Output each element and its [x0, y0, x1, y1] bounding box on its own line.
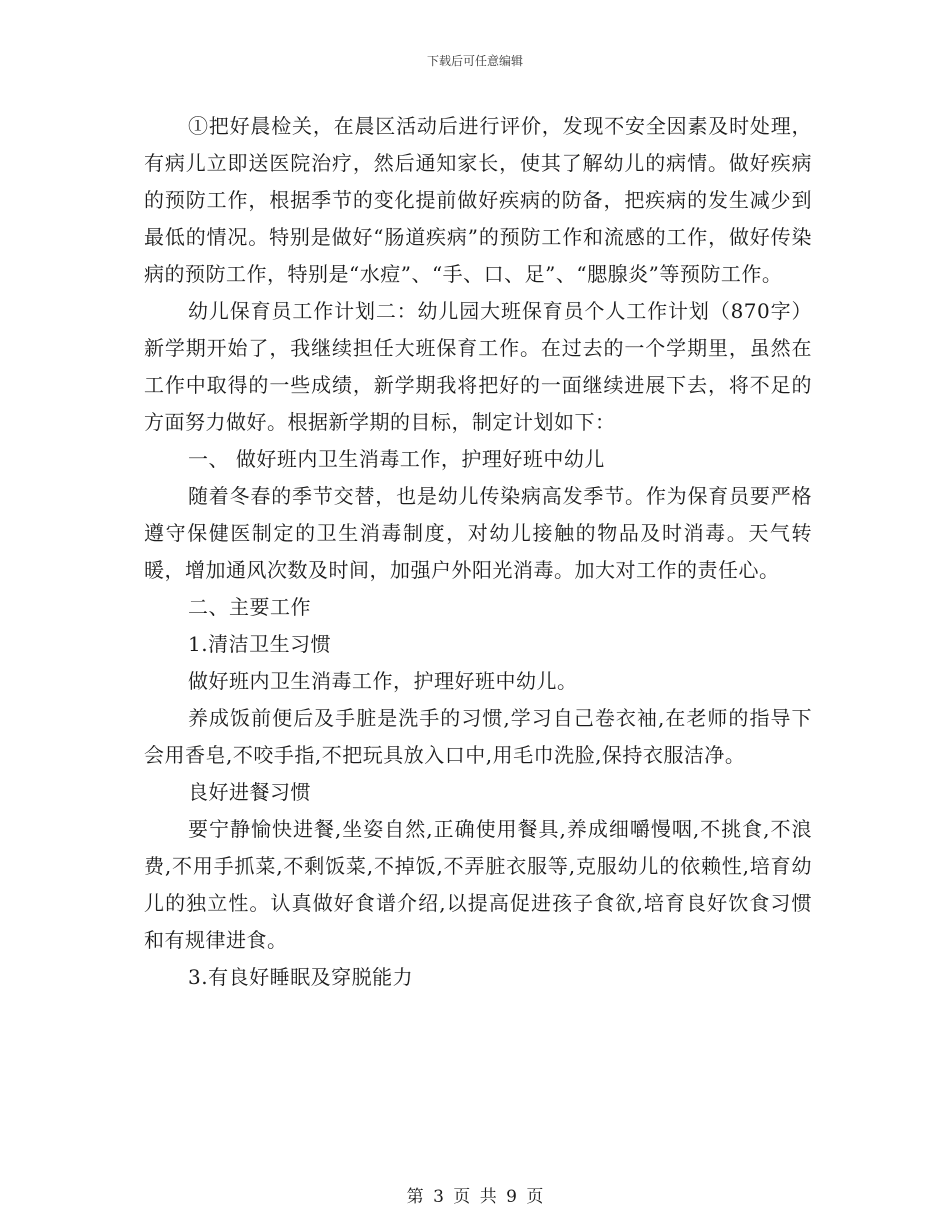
subheading-eating-habits: 良好进餐习惯	[188, 780, 311, 804]
section-heading-two: 二、主要工作	[188, 595, 311, 619]
paragraph-eating: 要宁静愉快进餐,坐姿自然,正确使用餐具,养成细嚼慢咽,不挑食,不浪费,不用手抓菜,不剩饭菜,不掉饭,不弄脏衣服等,克服幼儿的依赖性,培育幼儿的独立性。认真做好食谱介绍,以提高促进孩子食欲,培育良好饮食习惯和有规律进食。	[144, 817, 812, 952]
paragraph-morning-check: ①把好晨检关，在晨区活动后进行评价，发现不安全因素及时处理，有病儿立即送医院治疗，然后通知家长，使其了解幼儿的病情。做好疾病的预防工作，根据季节的变化提前做好疾病的防备，把疾病的发生减少到最低的情况。特别是做好“肠道疾病”的预防工作和流感的工作，做好传染病的预防工作，特别是“水痘”、“手、口、足”、“腮腺炎”等预防工作。	[144, 114, 812, 286]
document-body	[144, 108, 812, 996]
section-heading-one: 一、 做好班内卫生消毒工作，护理好班中幼儿	[188, 447, 605, 471]
paragraph-season-hygiene: 随着冬春的季节交替，也是幼儿传染病高发季节。作为保育员要严格遵守保健医制定的卫生消毒制度，对幼儿接触的物品及时消毒。天气转暖，增加通风次数及时间，加强户外阳光消毒。加大对工作的责任心。	[144, 484, 812, 582]
subheading-cleanliness: 1.清洁卫生习惯	[188, 632, 332, 656]
paragraph-disinfection: 做好班内卫生消毒工作，护理好班中幼儿。	[188, 669, 578, 693]
subheading-sleep: 3.有良好睡眠及穿脱能力	[188, 965, 414, 989]
page-header: 下载后可任意编辑	[426, 54, 523, 68]
paragraph-plan-two-intro: 幼儿保育员工作计划二：幼儿园大班保育员个人工作计划（870字）新学期开始了，我继续担任大班保育工作。在过去的一个学期里，虽然在工作中取得的一些成绩，新学期我将把好的一面继续进展下去，将不足的方面努力做好。根据新学期的目标，制定计划如下：	[144, 299, 812, 434]
page-number-footer: 第 3 页 共 9 页	[406, 1187, 544, 1207]
paragraph-handwashing: 养成饭前便后及手脏是洗手的习惯,学习自己卷衣袖,在老师的指导下会用香皂,不咬手指,不把玩具放入口中,用毛巾洗脸,保持衣服洁净。	[144, 706, 812, 767]
